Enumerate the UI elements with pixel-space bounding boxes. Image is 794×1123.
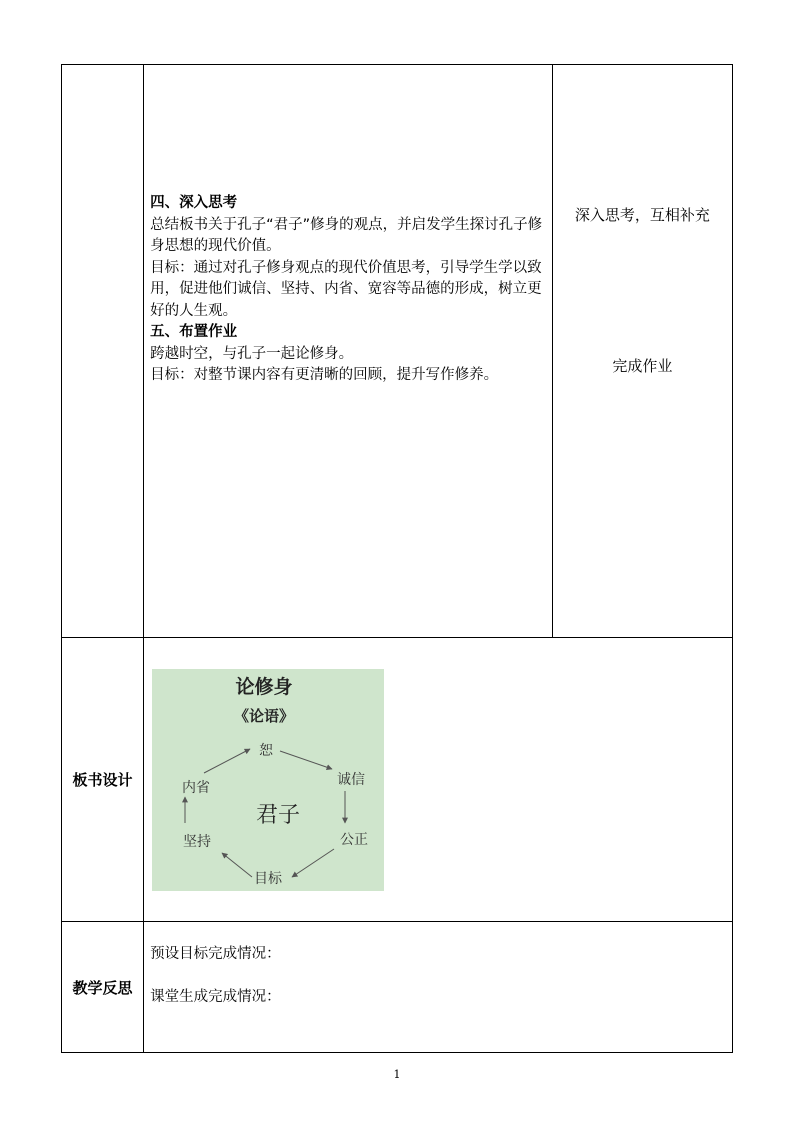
cycle-node-jianchi: 坚持 <box>183 834 212 850</box>
student-activity-2: 完成作业 <box>612 357 673 375</box>
arrow-gongzheng-mubiao <box>292 849 334 877</box>
cycle-node-shu: 恕 <box>259 743 274 759</box>
cycle-node-chengxin: 诚信 <box>337 772 366 788</box>
empty-label-cell <box>62 65 144 638</box>
teaching-process-cell <box>144 65 553 638</box>
board-title: 论修身 <box>235 676 293 698</box>
board-diagram <box>152 669 384 891</box>
board-diagram-svg <box>152 669 384 891</box>
section4-heading: 四、深入思考 <box>150 195 238 211</box>
lesson-plan-table <box>61 64 733 1053</box>
section4-text: 总结板书关于孔子“君子”修身的观点，并启发学生探讨孔子修身思想的现代价值。 <box>150 216 543 254</box>
cycle-node-mubiao: 目标 <box>254 871 283 887</box>
teaching-process-row <box>62 65 733 638</box>
board-design-label: 板书设计 <box>62 638 144 922</box>
board-subtitle: 《论语》 <box>234 707 295 725</box>
reflection-line-1: 预设目标完成情况： <box>150 946 281 962</box>
section4-goal: 目标：通过对孔子修身观点的现代价值思考，引导学生学以致用，促进他们诚信、坚持、内省、宽容等品德的形成，树立更好的人生观。 <box>150 259 542 319</box>
teaching-reflection-cell <box>144 922 733 1053</box>
cycle-node-gongzheng: 公正 <box>340 832 369 848</box>
student-activity-1: 深入思考，互相补充 <box>574 206 710 224</box>
teaching-reflection-row <box>62 922 733 1053</box>
teaching-reflection-label: 教学反思 <box>62 922 144 1053</box>
section5-goal: 目标：对整节课内容有更清晰的回顾，提升写作修养。 <box>150 367 499 383</box>
section5-heading: 五、布置作业 <box>150 324 238 340</box>
reflection-line-2: 课堂生成完成情况： <box>150 989 281 1005</box>
board-design-row <box>62 638 733 922</box>
section5-text: 跨越时空，与孔子一起论修身。 <box>150 345 354 362</box>
arrow-mubiao-jianchi <box>222 853 252 877</box>
student-activity-cell <box>552 65 732 638</box>
board-design-cell <box>144 638 733 922</box>
reflection-spacer <box>150 965 726 987</box>
cycle-node-neixing: 内省 <box>182 780 211 796</box>
arrow-shu-chengxin <box>280 751 332 769</box>
page-number: 1 <box>393 1068 401 1081</box>
arrow-neixing-shu <box>204 749 250 773</box>
board-center: 君子 <box>256 803 301 828</box>
